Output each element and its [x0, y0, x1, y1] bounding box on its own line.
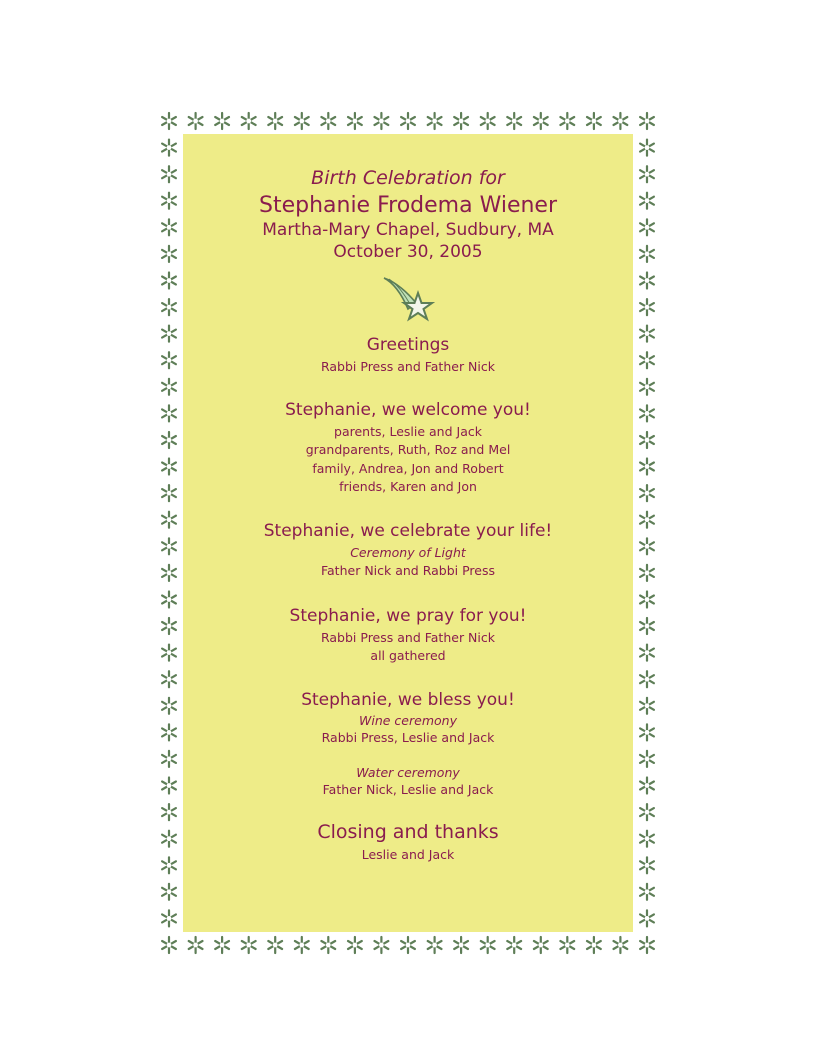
snowflake-icon: [162, 698, 176, 714]
snowflake-icon: [428, 113, 442, 129]
snowflake-icon: [162, 140, 176, 156]
closing-hosts: Leslie and Jack: [361, 846, 455, 862]
snowflake-icon: [162, 485, 176, 501]
snowflake-icon: [640, 884, 654, 900]
shooting-star-icon: [183, 273, 633, 331]
snowflake-icon: [640, 219, 654, 235]
celebrate-officiants: Father Nick and Rabbi Press: [320, 563, 495, 578]
snowflake-icon: [640, 485, 654, 501]
celebrate-heading: Stephanie, we celebrate your life!: [263, 520, 553, 541]
snowflake-icon: [428, 937, 442, 953]
snowflake-icon: [640, 113, 654, 129]
snowflake-icon: [375, 937, 389, 953]
snowflake-icon: [162, 432, 176, 448]
snowflake-icon: [640, 405, 654, 421]
snowflake-icon: [481, 937, 495, 953]
snowflake-icon: [162, 326, 176, 342]
snowflake-icon: [481, 113, 495, 129]
snowflake-icon: [215, 937, 229, 953]
snowflake-icon: [162, 246, 176, 262]
snowflake-icon: [640, 140, 654, 156]
program-content: [183, 134, 633, 861]
snowflake-icon: [534, 113, 548, 129]
snowflake-icon: [640, 857, 654, 873]
snowflake-icon: [587, 937, 601, 953]
snowflake-icon: [162, 379, 176, 395]
snowflake-icon: [640, 379, 654, 395]
snowflake-icon: [454, 113, 468, 129]
snowflake-icon: [162, 671, 176, 687]
welcome-friends: friends, Karen and Jon: [339, 479, 477, 494]
snowflake-icon: [640, 565, 654, 581]
snowflake-icon: [295, 937, 309, 953]
snowflake-icon: [534, 937, 548, 953]
snowflake-icon: [614, 113, 628, 129]
snowflake-icon: [162, 565, 176, 581]
welcome-parents: parents, Leslie and Jack: [334, 423, 482, 439]
snowflake-icon: [162, 751, 176, 767]
greetings-officiants: Rabbi Press and Father Nick: [320, 359, 495, 374]
snowflake-icon: [454, 937, 468, 953]
pray-all-gathered: all gathered: [370, 648, 446, 663]
snowflake-icon: [640, 352, 654, 368]
snowflake-icon: [614, 937, 628, 953]
snowflake-icon: [401, 113, 415, 129]
snowflake-icon: [162, 618, 176, 634]
snowflake-icon: [162, 538, 176, 554]
welcome-heading: Stephanie, we welcome you!: [285, 399, 531, 420]
snowflake-icon: [507, 937, 521, 953]
snowflake-icon: [162, 299, 176, 315]
snowflake-icon: [640, 778, 654, 794]
water-ceremony-participants: Father Nick, Leslie and Jack: [322, 782, 494, 797]
snowflake-icon: [162, 910, 176, 926]
snowflake-icon: [640, 698, 654, 714]
snowflake-icon: [640, 910, 654, 926]
snowflake-icon: [189, 113, 203, 129]
water-ceremony: Water ceremony: [356, 764, 460, 780]
snowflake-icon: [640, 459, 654, 475]
snowflake-icon: [189, 937, 203, 953]
snowflake-icon: [162, 512, 176, 528]
ceremony-of-light: Ceremony of Light: [350, 544, 466, 560]
snowflake-icon: [560, 113, 574, 129]
snowflake-icon: [640, 937, 654, 953]
snowflake-icon: [348, 113, 362, 129]
snowflake-icon: [507, 113, 521, 129]
snowflake-icon: [401, 937, 415, 953]
wine-ceremony: Wine ceremony: [359, 712, 457, 728]
snowflake-icon: [640, 831, 654, 847]
pray-heading: Stephanie, we pray for you!: [289, 605, 527, 626]
snowflake-icon: [640, 724, 654, 740]
snowflake-icon: [295, 113, 309, 129]
snowflake-icon: [162, 459, 176, 475]
snowflake-icon: [162, 724, 176, 740]
pray-officiants: Rabbi Press and Father Nick: [320, 629, 495, 645]
snowflake-icon: [242, 113, 256, 129]
snowflake-icon: [321, 113, 335, 129]
snowflake-icon: [162, 193, 176, 209]
snowflake-icon: [162, 937, 176, 953]
snowflake-icon: [640, 432, 654, 448]
wine-ceremony-participants: Rabbi Press, Leslie and Jack: [321, 730, 495, 745]
snowflake-icon: [375, 113, 389, 129]
snowflake-icon: [162, 831, 176, 847]
welcome-grandparents: grandparents, Ruth, Roz and Mel: [305, 442, 511, 457]
snowflake-icon: [640, 671, 654, 687]
snowflake-icon: [348, 937, 362, 953]
snowflake-icon: [321, 937, 335, 953]
snowflake-icon: [560, 937, 574, 953]
snowflake-icon: [640, 299, 654, 315]
snowflake-icon: [640, 246, 654, 262]
snowflake-icon: [640, 273, 654, 289]
event-date: October 30, 2005: [333, 242, 483, 262]
closing-heading: Closing and thanks: [317, 820, 499, 843]
snowflake-icon: [268, 937, 282, 953]
snowflake-icon: [640, 538, 654, 554]
snowflake-icon: [162, 804, 176, 820]
snowflake-icon: [268, 113, 282, 129]
snowflake-icon: [162, 884, 176, 900]
snowflake-icon: [162, 113, 176, 129]
snowflake-icon: [162, 645, 176, 661]
snowflake-icon: [242, 937, 256, 953]
snowflake-icon: [162, 273, 176, 289]
snowflake-icon: [162, 778, 176, 794]
snowflake-icon: [162, 857, 176, 873]
snowflake-icon: [640, 751, 654, 767]
welcome-family: family, Andrea, Jon and Robert: [312, 460, 504, 476]
honoree-name: Stephanie Frodema Wiener: [258, 193, 558, 218]
snowflake-icon: [640, 326, 654, 342]
snowflake-icon: [587, 113, 601, 129]
snowflake-icon: [640, 592, 654, 608]
snowflake-icon: [162, 219, 176, 235]
bless-heading: Stephanie, we bless you!: [301, 689, 515, 710]
snowflake-icon: [640, 645, 654, 661]
event-location: Martha-Mary Chapel, Sudbury, MA: [262, 220, 554, 240]
snowflake-icon: [162, 166, 176, 182]
snowflake-icon: [640, 804, 654, 820]
snowflake-icon: [162, 405, 176, 421]
snowflake-icon: [162, 592, 176, 608]
greetings-heading: Greetings: [366, 335, 450, 355]
snowflake-icon: [162, 352, 176, 368]
snowflake-icon: [640, 166, 654, 182]
snowflake-icon: [640, 193, 654, 209]
snowflake-icon: [640, 618, 654, 634]
event-subtitle: Birth Celebration for: [311, 167, 505, 189]
snowflake-icon: [215, 113, 229, 129]
snowflake-icon: [640, 512, 654, 528]
